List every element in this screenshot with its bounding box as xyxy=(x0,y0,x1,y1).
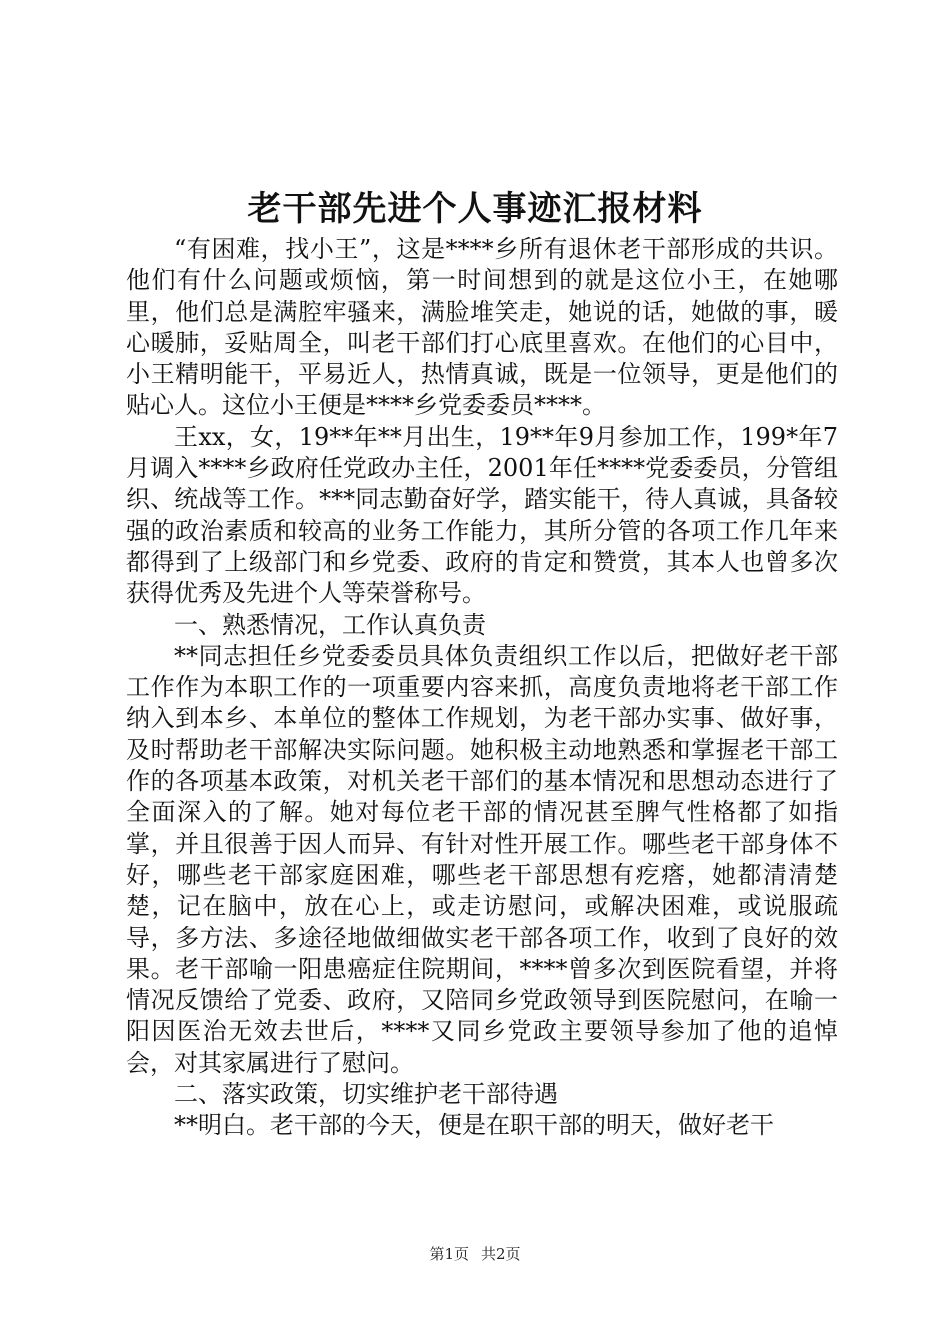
paragraph-intro: “有困难，找小王”，这是****乡所有退休老干部形成的共识。他们有什么问题或烦恼，第一时间想到的就是这位小王，在她哪里，他们总是满腔牢骚来，满脸堆笑走，她说的话，她做的事，暖心暖肺，妥贴周全，叫老干部们打心底里喜欢。在他们的心目中，小王精明能干，平易近人，热情真诚，既是一位领导，更是他们的贴心人。这位小王便是****乡党委委员****。 xyxy=(126,235,838,420)
page-number: 第1页 xyxy=(429,1245,469,1263)
paragraph-profile: 王xx，女，19**年**月出生，19**年9月参加工作，199*年7月调入****乡政府任党政办主任，2001年任****党委委员，分管组织、统战等工作。***同志勤奋好学，踏实能干，待人真诚，具备较强的政治素质和较高的业务工作能力，其所分管的各项工作几年来都得到了上级部门和乡党委、政府的肯定和赞赏，其本人也曾多次获得优秀及先进个人等荣誉称号。 xyxy=(126,422,838,608)
paragraph-section-1: **同志担任乡党委委员具体负责组织工作以后，把做好老干部工作作为本职工作的一项重要内容来抓，高度负责地将老干部工作纳入到本乡、本单位的整体工作规划，为老干部办实事、做好事，及时帮助老干部解决实际问题。她积极主动地熟悉和掌握老干部工作的各项基本政策，对机关老干部们的基本情况和思想动态进行了全面深入的了解。她对每位老干部的情况甚至脾气性格都了如指掌，并且很善于因人而异、有针对性开展工作。哪些老干部身体不好，哪些老干部家庭困难，哪些老干部思想有疙瘩，她都清清楚楚，记在脑中，放在心上，或走访慰问，或解决困难，或说服疏导，多方法、多途径地做细做实老干部各项工作，收到了良好的效果。老干部喻一阳患癌症住院期间，****曾多次到医院看望，并将情况反馈给了党委、政府，又陪同乡党政领导到医院慰问，在喻一阳因医治无效去世后，****又同乡党政主要领导参加了他的追悼会，对其家属进行了慰问。 xyxy=(126,641,838,1077)
document-body xyxy=(126,234,838,1142)
page-total: 共2页 xyxy=(481,1245,521,1263)
document-title: 老干部先进个人事迹汇报材料 xyxy=(247,189,703,229)
section-heading-1: 一、熟悉情况，工作认真负责 xyxy=(174,610,486,639)
page-footer xyxy=(0,1244,950,1264)
paragraph-section-2: **明白。老干部的今天，便是在职干部的明天，做好老干 xyxy=(174,1111,774,1140)
section-heading-2: 二、落实政策，切实维护老干部待遇 xyxy=(174,1080,558,1109)
